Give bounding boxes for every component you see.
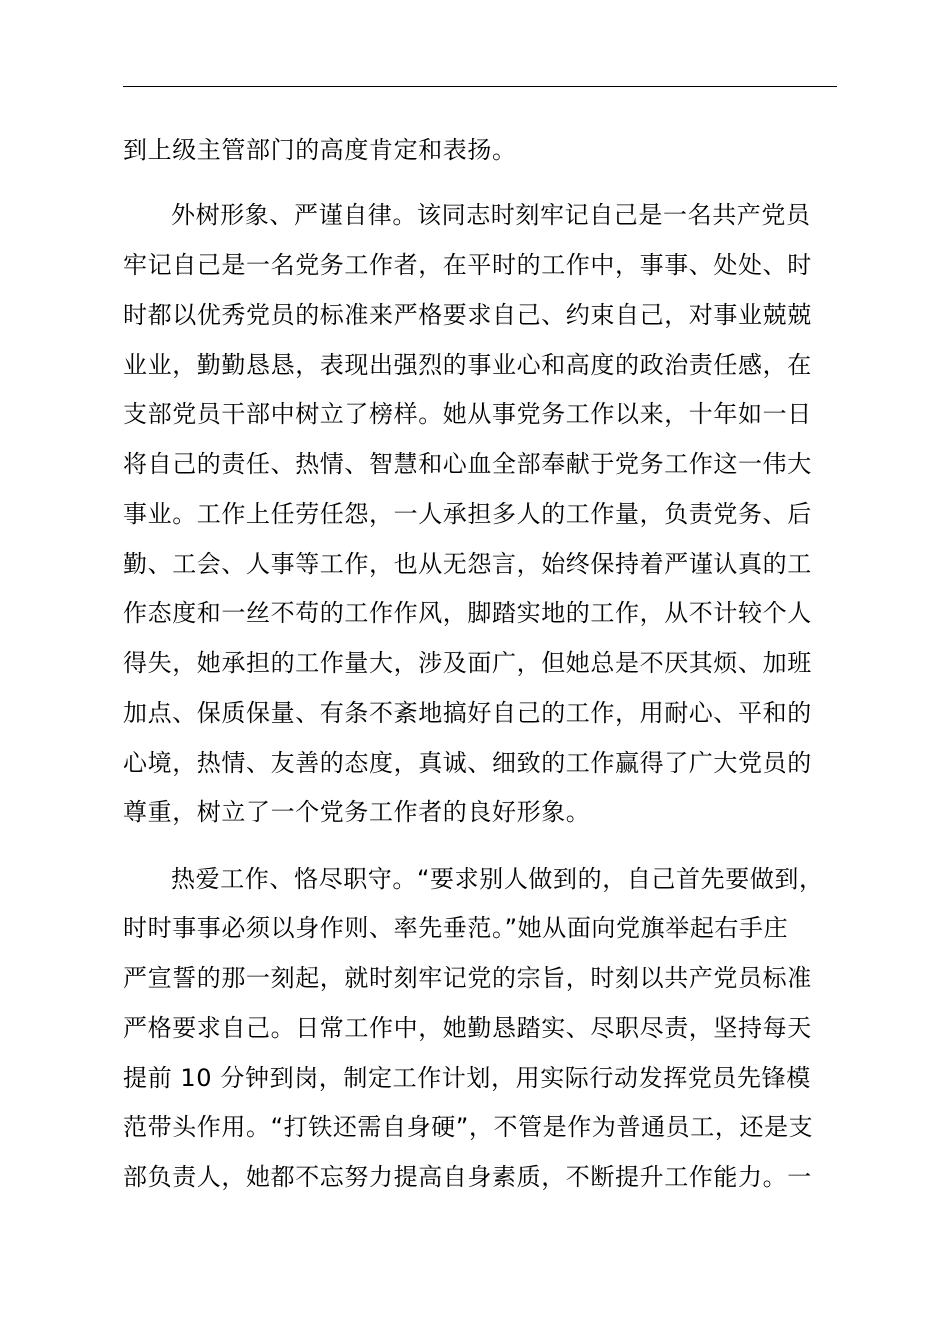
header-rule (123, 86, 837, 87)
text-line: 事业。工作上任劳任怨，一人承担多人的工作量，负责党务、后 (123, 500, 812, 528)
text-line: 将自己的责任、热情、智慧和心血全部奉献于党务工作这一伟大 (123, 450, 812, 478)
text-line: 业业，勤勤恳恳，表现出强烈的事业心和高度的政治责任感，在 (123, 351, 812, 379)
text-line: 心境，热情、友善的态度，真诚、细致的工作赢得了广大党员的 (123, 749, 812, 777)
text-line: 严格要求自己。日常工作中，她勤恳踏实、尽职尽责，坚持每天 (123, 1014, 812, 1042)
text-line: 时都以优秀党员的标准来严格要求自己、约束自己，对事业兢兢 (123, 301, 812, 329)
paragraph-first-line: 外树形象、严谨自律。该同志时刻牢记自己是一名共产党员 (171, 201, 811, 229)
text-line: 严宣誓的那一刻起，就时刻牢记党的宗旨，时刻以共产党员标准 (123, 964, 812, 992)
text-line: 加点、保质保量、有条不紊地搞好自己的工作，用耐心、平和的 (123, 699, 812, 727)
text-line: 勤、工会、人事等工作，也从无怨言，始终保持着严谨认真的工 (123, 550, 812, 578)
text-line: 部负责人，她都不忘努力提高自身素质，不断提升工作能力。一 (123, 1163, 812, 1191)
paragraph-first-line: 热爱工作、恪尽职守。“要求别人做到的，自己首先要做到， (171, 865, 824, 893)
text-line: 尊重，树立了一个党务工作者的良好形象。 (123, 798, 591, 826)
text-line: 到上级主管部门的高度肯定和表扬。 (123, 136, 517, 164)
text-line: 作态度和一丝不苟的工作作风，脚踏实地的工作，从不计较个人 (123, 599, 812, 627)
text-line: 牢记自己是一名党务工作者，在平时的工作中，事事、处处、时 (123, 251, 812, 279)
text-line: 支部党员干部中树立了榜样。她从事党务工作以来，十年如一日 (123, 400, 812, 428)
text-line: 时时事事必须以身作则、率先垂范。”她从面向党旗举起右手庄 (123, 914, 789, 942)
text-line: 范带头作用。“打铁还需自身硬”，不管是作为普通员工，还是支 (123, 1113, 814, 1141)
text-line: 得失，她承担的工作量大，涉及面广，但她总是不厌其烦、加班 (123, 649, 812, 677)
text-line: 提前 10 分钟到岗，制定工作计划，用实际行动发挥党员先锋模 (123, 1064, 811, 1092)
